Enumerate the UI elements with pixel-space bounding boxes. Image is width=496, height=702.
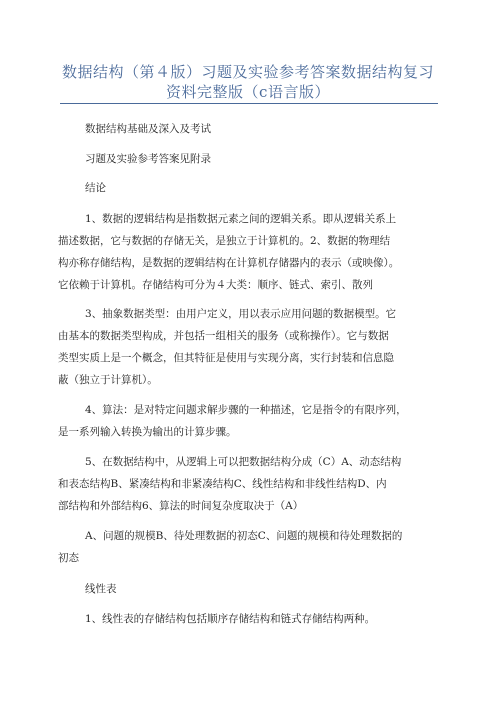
paragraph-line: 数据结构基础及深入及考试	[85, 123, 211, 135]
document-title-line-1: 数据结构（第４版）习题及实验参考答案数据结构复习	[61, 63, 434, 81]
paragraph-line: 描述数据，它与数据的存储无关，是独立于计算机的。2、数据的物理结	[58, 235, 391, 247]
paragraph-line: A、问题的规模B、待处理数据的初态C、问题的规模和待处理数据的	[85, 530, 403, 542]
paragraph-line: 它依赖于计算机。存储结构可分为４大类：顺序、链式、索引、散列	[58, 279, 373, 291]
paragraph-line: 习题及实验参考答案见附录	[85, 153, 211, 165]
paragraph-line: 蔽（独立于计算机）。	[58, 374, 158, 386]
paragraph-line: 1、数据的逻辑结构是指数据元素之间的逻辑关系。即从逻辑关系上	[85, 213, 397, 225]
title-divider	[60, 103, 438, 104]
paragraph-line: 由基本的数据类型构成，并包括一组相关的服务（或称操作）。它与数据	[58, 330, 389, 342]
section-heading: 线性表	[85, 583, 117, 595]
paragraph-line: 1、线性表的存储结构包括顺序存储结构和链式存储结构两种。	[85, 613, 376, 625]
paragraph-line: 部结构和外部结构6、算法的时间复杂度取决于（A）	[58, 500, 304, 512]
paragraph-line: 5、在数据结构中，从逻辑上可以把数据结构分成（C）A、动态结构	[85, 456, 402, 468]
paragraph-line: 类型实质上是一个概念，但其特征是使用与实现分离，实行封装和信息隐	[58, 352, 394, 364]
document-title-line-2: 资料完整版（c语言版）	[166, 83, 330, 101]
paragraph-line: 3、抽象数据类型：由用户定义，用以表示应用问题的数据模型。它	[85, 308, 397, 320]
paragraph-line: 4、算法：是对特定问题求解步骤的一种描述，它是指令的有限序列，	[85, 404, 407, 416]
section-heading: 结论	[85, 182, 106, 194]
paragraph-line: 和表态结构B、紧凑结构和非紧凑结构C、线性结构和非线性结构D、内	[58, 478, 387, 490]
paragraph-line: 构亦称存储结构，是数据的逻辑结构在计算机存储器内的表示（或映像）。	[58, 257, 400, 269]
paragraph-line: 是一系列输入转换为输出的计算步骤。	[58, 426, 237, 438]
paragraph-line: 初态	[58, 552, 79, 564]
